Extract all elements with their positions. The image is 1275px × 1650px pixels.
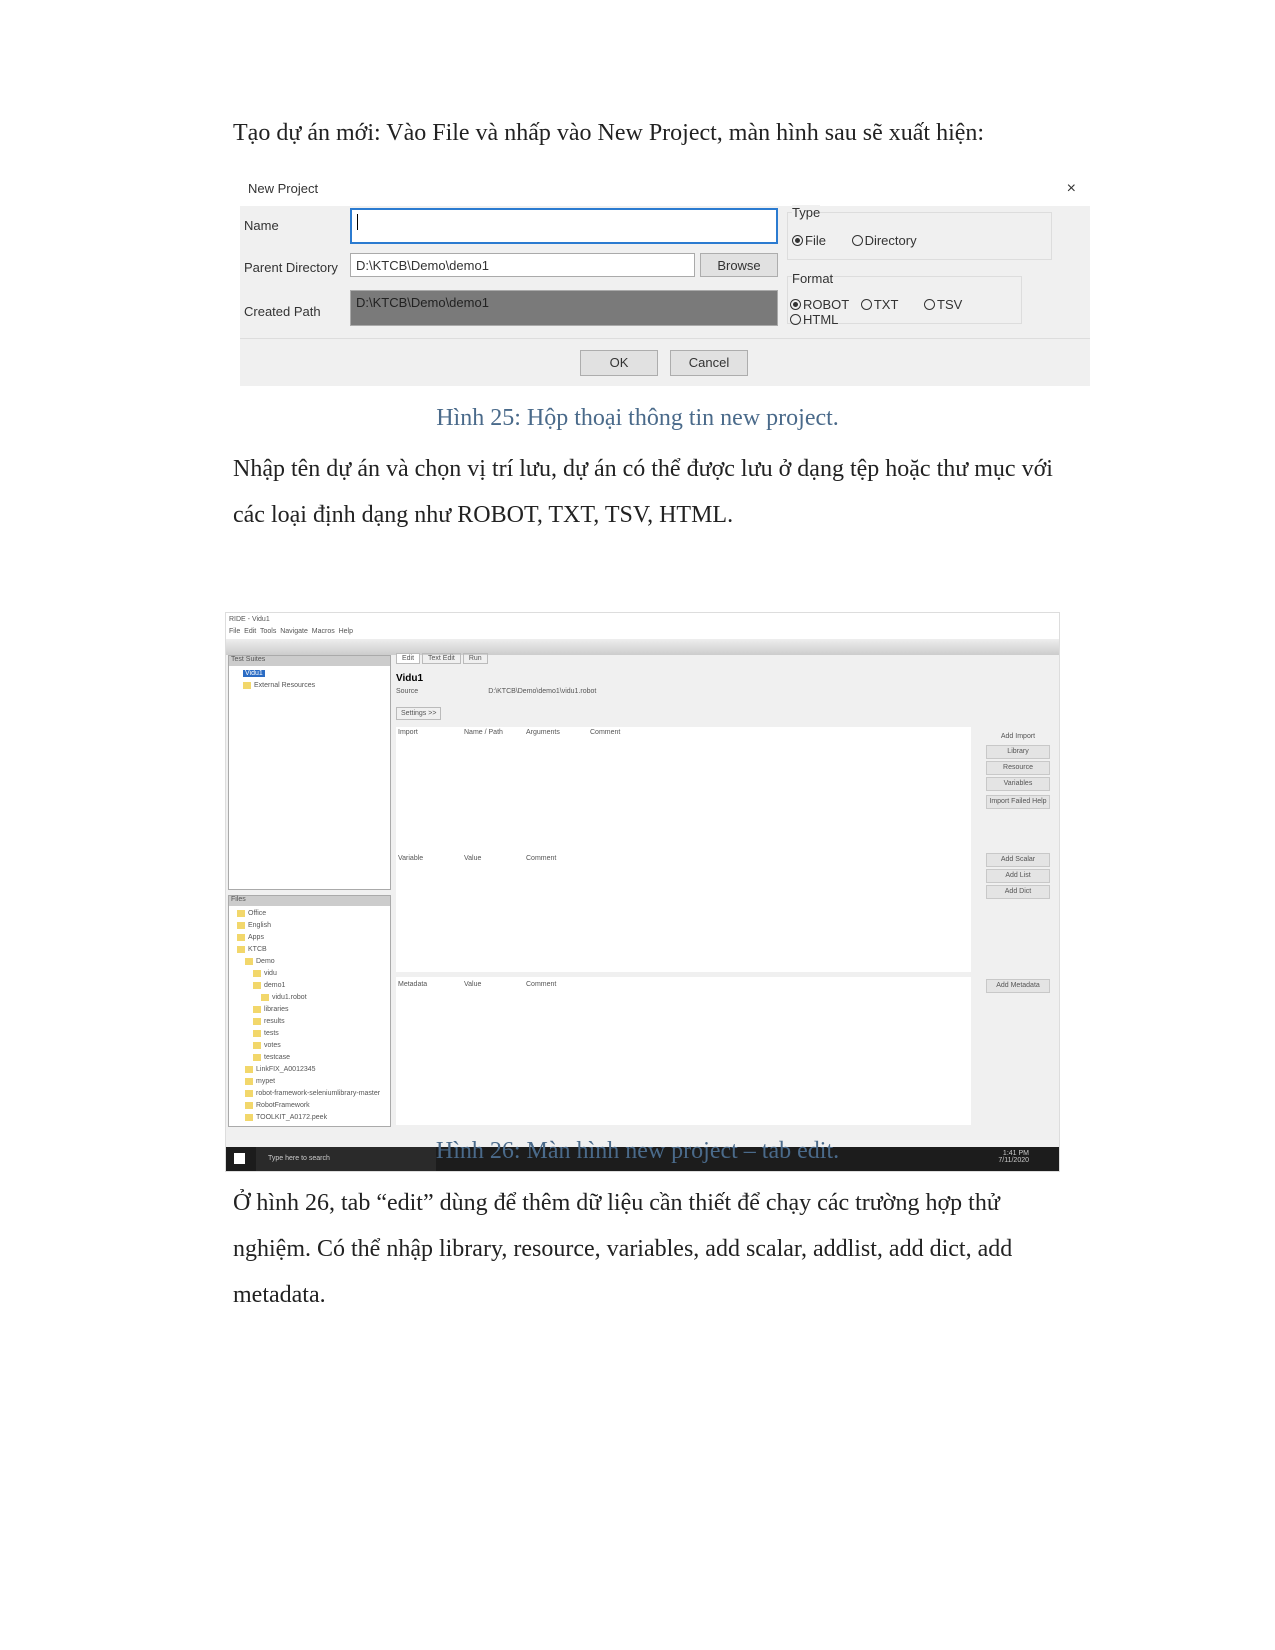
type-file-radio[interactable]: File [792, 233, 826, 248]
type-directory-radio[interactable]: Directory [852, 233, 917, 248]
tab-edit[interactable]: Edit [396, 653, 420, 664]
file-tree-item[interactable]: tests [237, 1028, 382, 1040]
file-tree-item[interactable]: RobotFramework [237, 1100, 382, 1112]
file-tree-item[interactable]: LinkFIX_A0012345 [237, 1064, 382, 1076]
ok-button[interactable]: OK [580, 350, 658, 376]
format-html-radio[interactable]: HTML [790, 312, 838, 327]
taskbar-search[interactable]: Type here to search [256, 1147, 436, 1171]
new-project-dialog [240, 172, 1090, 386]
browse-button[interactable]: Browse [700, 253, 778, 277]
tab-run[interactable]: Run [463, 653, 488, 664]
parent-directory-label: Parent Directory [244, 260, 338, 275]
menu-edit[interactable]: Edit [244, 628, 257, 635]
add-scalar-button[interactable]: Add Scalar [986, 853, 1050, 867]
file-tree-item[interactable]: votes [237, 1040, 382, 1052]
file-tree-item[interactable]: vidu [237, 968, 382, 980]
figure-25-caption: Hình 25: Hộp thoại thông tin new project. [436, 405, 839, 431]
file-tree-item[interactable]: Demo [237, 956, 382, 968]
created-path-label: Created Path [244, 304, 321, 319]
add-import-label: Add Import [1000, 733, 1036, 740]
library-button[interactable]: Library [986, 745, 1050, 759]
format-txt-radio[interactable]: TXT [861, 297, 899, 312]
type-group: Type File Directory [787, 212, 1052, 260]
intro-paragraph: Tạo dự án mới: Vào File và nhấp vào New Project, màn hình sau sẽ xuất hiện: [233, 120, 985, 146]
parent-directory-input[interactable]: D:\KTCB\Demo\demo1 [350, 253, 695, 277]
close-icon[interactable]: × [1066, 180, 1076, 197]
created-path-field: D:\KTCB\Demo\demo1 [350, 290, 778, 326]
add-list-button[interactable]: Add List [986, 869, 1050, 883]
file-tree-item[interactable]: demo1 [237, 980, 382, 992]
variables-button[interactable]: Variables [986, 777, 1050, 791]
menu-bar [226, 627, 1059, 639]
menu-macros[interactable]: Macros [311, 628, 335, 635]
file-tree-item[interactable]: KTCB [237, 944, 382, 956]
figure-26-caption: Hình 26: Màn hình new project – tab edit. [435, 1138, 840, 1164]
cancel-button[interactable]: Cancel [670, 350, 748, 376]
files-pane: Files Office English Apps KTCB Demo vidu demo1 vidu1.robot libraries results tests votes testcase LinkFIX_A0012345 mypet robot-framework-seleniumlibrary-master RobotFramework TOOLKIT_A0172.peek [228, 895, 391, 1127]
file-tree-item[interactable]: mypet [237, 1076, 382, 1088]
dialog-title: New Project [240, 172, 1090, 206]
menu-tools[interactable]: Tools [260, 628, 277, 635]
file-tree-item[interactable]: testcase [237, 1052, 382, 1064]
menu-file[interactable]: File [229, 628, 241, 635]
file-tree-item[interactable]: TOOLKIT_A0172.peek [237, 1112, 382, 1124]
closing-paragraph: Ở hình 26, tab “edit” dùng để thêm dữ liệu cần thiết để chạy các trường hợp thử nghiệm. Có thể nhập library, resource, variables, add scalar, addlist, add dict, add metadata. [233, 1190, 1013, 1308]
file-tree-item[interactable]: libraries [237, 1004, 382, 1016]
format-group: Format ROBOT TXT TSV HTML [787, 276, 1022, 324]
file-tree-item[interactable]: robot-framework-seleniumlibrary-master [237, 1088, 382, 1100]
ride-window [225, 612, 1060, 1172]
name-label: Name [244, 218, 279, 233]
import-failed-help-button[interactable]: Import Failed Help [986, 795, 1050, 809]
suite-name: Vidu1 [396, 673, 424, 684]
source-path: D:\KTCB\Demo\demo1\vidu1.robot [488, 688, 597, 695]
taskbar-clock: 1:41 PM 7/11/2020 [998, 1150, 1029, 1164]
window-title: RIDE - Vidu1 [226, 613, 1059, 627]
tree-item[interactable]: External Resources [243, 680, 376, 692]
menu-help[interactable]: Help [338, 628, 354, 635]
settings-toggle[interactable]: Settings >> [396, 707, 441, 720]
file-tree-item[interactable]: results [237, 1016, 382, 1028]
format-robot-radio[interactable]: ROBOT [790, 297, 849, 312]
file-tree-item[interactable]: English [237, 920, 382, 932]
tree-item[interactable]: Vidu1 [245, 670, 263, 677]
editor-area: Edit Text Edit Run Vidu1 Source D:\KTCB\Demo\demo1\vidu1.robot Settings >> Import Name / Path Arguments Comment Variable Value Comment Metadata Value Comment Add Import Library Resource Variables Import Failed Help Add Scalar Add List Add Dict Add Metadata [396, 655, 1056, 1125]
file-tree-item[interactable]: Office [237, 908, 382, 920]
format-tsv-radio[interactable]: TSV [924, 297, 962, 312]
imports-table[interactable]: Import Name / Path Arguments Comment Variable Value Comment [396, 727, 971, 972]
name-input[interactable] [350, 208, 778, 244]
test-suites-pane: Test Suites Vidu1 External Resources [228, 655, 391, 890]
explanation-paragraph: Nhập tên dự án và chọn vị trí lưu, dự án có thể được lưu ở dạng tệp hoặc thư mục với các loại định dạng như ROBOT, TXT, TSV, HTML. [233, 456, 1053, 528]
metadata-table[interactable]: Metadata Value Comment [396, 977, 971, 1125]
toolbar [226, 639, 1059, 655]
add-metadata-button[interactable]: Add Metadata [986, 979, 1050, 993]
resource-button[interactable]: Resource [986, 761, 1050, 775]
file-tree-item[interactable]: vidu1.robot [237, 992, 382, 1004]
file-tree-item[interactable]: Apps [237, 932, 382, 944]
add-dict-button[interactable]: Add Dict [986, 885, 1050, 899]
menu-navigate[interactable]: Navigate [280, 628, 308, 635]
tab-text-edit[interactable]: Text Edit [422, 653, 461, 664]
